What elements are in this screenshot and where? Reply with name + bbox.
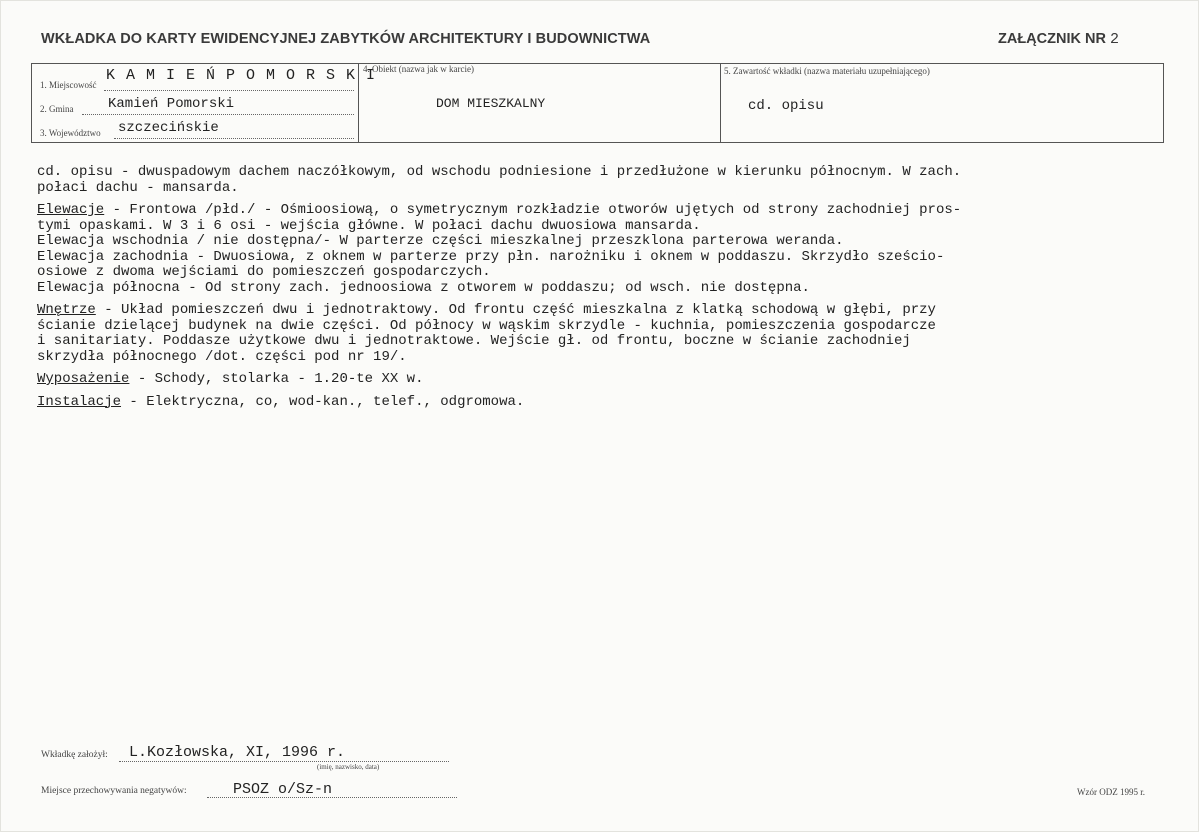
storage-value: PSOZ o/Sz-n bbox=[233, 781, 333, 798]
section-heading-elewacje: Elewacje bbox=[37, 202, 105, 218]
zawartosc-label: 5. Zawartość wkładki (nazwa materiału uzupełniającego) bbox=[724, 66, 930, 76]
author-label: Wkładkę założył: bbox=[41, 750, 108, 760]
desc-line: Elewacja wschodnia / nie dostępna/- W parterze części mieszkalnej przeszklona parterowa weranda. bbox=[37, 233, 844, 249]
gmina-line bbox=[82, 114, 354, 115]
desc-line: Elewacja zachodnia - Dwuosiowa, z oknem w parterze przy płn. narożniku i oknem w poddaszu. Skrzydło sześcio- bbox=[37, 248, 945, 265]
gmina-label: 2. Gmina bbox=[40, 104, 74, 114]
desc-line: skrzydła północnego /dot. części pod nr 19/. bbox=[37, 348, 407, 365]
section-heading-instalacje: Instalacje bbox=[37, 393, 122, 410]
obiekt-value: DOM MIESZKALNY bbox=[436, 96, 546, 111]
desc-line: ścianie dzielącej budynek na dwie części. Od północy w wąskim skrzydle - kuchnia, pomieszczenia gospodarcze bbox=[37, 317, 936, 334]
author-line bbox=[119, 761, 449, 762]
wojewodztwo-value: szczecińskie bbox=[118, 120, 219, 136]
desc-line: osiowe z dwoma wejściami do pomieszczeń gospodarczych. bbox=[37, 264, 491, 280]
field-divider bbox=[720, 64, 721, 142]
desc-line: - Schody, stolarka - 1.20-te XX w. bbox=[129, 371, 424, 387]
annex-label-text: ZAŁĄCZNIK NR bbox=[998, 31, 1106, 47]
form-title: WKŁADKA DO KARTY EWIDENCYJNEJ ZABYTKÓW ARCHITEKTURY I BUDOWNICTWA bbox=[41, 31, 651, 47]
header-fields-box bbox=[31, 63, 1164, 143]
desc-line: - Układ pomieszczeń dwu i jednotraktowy. Od frontu część mieszkalna z klatką schodową w głębi, przy bbox=[95, 302, 936, 318]
miejscowosc-value: K A M I E Ń P O M O R S K I bbox=[106, 67, 377, 84]
desc-line: Elewacja północna - Od strony zach. jednoosiowa z otworem w poddaszu; od wsch. nie dostępna. bbox=[37, 279, 810, 296]
section-heading-wyposazenie: Wyposażenie bbox=[37, 371, 130, 387]
storage-label: Miejsce przechowywania negatywów: bbox=[41, 786, 187, 796]
desc-line: - Elektryczna, co, wod-kan., telef., odgromowa. bbox=[121, 393, 525, 410]
desc-line: cd. opisu - dwuspadowym dachem naczółkowym, od wschodu podniesione i przedłużone w kierunku północnym. W zach. bbox=[37, 164, 962, 180]
miejscowosc-line bbox=[104, 90, 354, 91]
obiekt-label: 4. Obiekt (nazwa jak w karcie) bbox=[363, 64, 474, 74]
wojewodztwo-line bbox=[114, 138, 354, 139]
gmina-value: Kamień Pomorski bbox=[108, 96, 235, 112]
form-id: Wzór ODZ 1995 r. bbox=[1077, 787, 1145, 797]
desc-line: - Frontowa /płd./ - Ośmioosiową, o symetrycznym rozkładzie otworów ujętych od strony zachodniej pros- bbox=[104, 202, 962, 218]
author-hint: (imię, nazwisko, data) bbox=[317, 763, 380, 771]
miejscowosc-label: 1. Miejscowość bbox=[40, 80, 97, 90]
desc-line: tymi opaskami. W 3 i 6 osi - wejścia główne. W połaci dachu dwuosiowa mansarda. bbox=[37, 217, 701, 234]
annex-label bbox=[998, 31, 1119, 48]
section-heading-wnetrze: Wnętrze bbox=[37, 302, 96, 318]
author-value: L.Kozłowska, XI, 1996 r. bbox=[129, 744, 346, 761]
desc-line: połaci dachu - mansarda. bbox=[37, 179, 239, 196]
wojewodztwo-label: 3. Województwo bbox=[40, 128, 101, 138]
description-text bbox=[37, 165, 961, 410]
annex-number: 2 bbox=[1109, 31, 1119, 48]
zawartosc-value: cd. opisu bbox=[748, 98, 824, 114]
desc-line: i sanitariaty. Poddasze użytkowe dwu i jednotraktowe. Wejście gł. od frontu, boczne w ścianie zachodniej bbox=[37, 333, 911, 349]
